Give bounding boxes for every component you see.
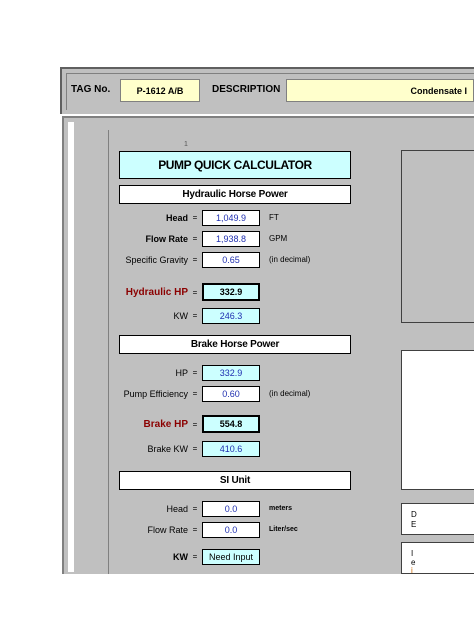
calculator-title: [119, 151, 351, 179]
right-white-panel-3: [401, 542, 474, 574]
sg-eq: =: [192, 255, 198, 264]
si-flow-input[interactable]: 0.0: [202, 522, 260, 538]
si-head-input[interactable]: 0.0: [202, 501, 260, 517]
fragment-e: E: [411, 520, 417, 529]
si-head-label: Head: [166, 504, 188, 514]
bhp-eq: =: [192, 420, 198, 429]
fragment-e2: e: [411, 558, 416, 567]
right-gray-panel: [401, 150, 474, 323]
pump-efficiency-unit: (in decimal): [269, 389, 311, 398]
hydraulic-hp-label: Hydraulic HP: [125, 287, 188, 298]
si-flow-label: Flow Rate: [147, 525, 188, 535]
si-kw-output: Need Input: [202, 549, 260, 565]
tag-label: TAG No.: [71, 84, 111, 95]
specific-gravity-unit: (in decimal): [269, 255, 311, 264]
hkw-eq: =: [192, 311, 198, 320]
si-kw-eq: =: [192, 552, 198, 561]
si-flow-unit: Liter/sec: [269, 526, 298, 533]
si-head-unit: meters: [269, 505, 292, 512]
tag-value-cell[interactable]: P-1612 A/B: [120, 79, 200, 102]
flow-rate-unit: GPM: [269, 234, 288, 243]
brake-hp-output: 554.8: [202, 415, 260, 433]
brake-hp-in-label: HP: [175, 368, 188, 378]
brake-hp-in-output: 332.9: [202, 365, 260, 381]
head-unit: FT: [269, 213, 279, 222]
section-hydraulic: Hydraulic Horse Power: [119, 185, 351, 204]
fragment-i: I: [411, 549, 414, 558]
specific-gravity-input[interactable]: 0.65: [202, 252, 260, 268]
description-value-cell[interactable]: Condensate I: [286, 79, 474, 102]
si-kw-label: KW: [173, 552, 188, 562]
fragment-i2: i: [411, 566, 413, 575]
flow-rate-label: Flow Rate: [145, 234, 188, 244]
section-si: SI Unit: [119, 471, 351, 490]
flow-rate-input[interactable]: 1,938.8: [202, 231, 260, 247]
hhp-eq: =: [192, 288, 198, 297]
specific-gravity-label: Specific Gravity: [125, 255, 188, 265]
section-brake: Brake Horse Power: [119, 335, 351, 354]
brake-kw-label: Brake KW: [147, 444, 188, 454]
fragment-d: D: [411, 510, 417, 519]
bkw-eq: =: [192, 444, 198, 453]
tiny-marker: 1: [184, 141, 188, 148]
bhp-in-eq: =: [192, 368, 198, 377]
brake-kw-output: 410.6: [202, 441, 260, 457]
calculator-title-text: PUMP QUICK CALCULATOR: [158, 158, 312, 172]
eff-eq: =: [192, 389, 198, 398]
head-eq: =: [192, 213, 198, 222]
head-label: Head: [165, 213, 188, 223]
hydraulic-hp-output: 332.9: [202, 283, 260, 301]
right-white-panel-1: [401, 350, 474, 490]
hydraulic-kw-output: 246.3: [202, 308, 260, 324]
head-input[interactable]: 1,049.9: [202, 210, 260, 226]
brake-hp-label: Brake HP: [143, 419, 188, 430]
si-flow-eq: =: [192, 525, 198, 534]
right-white-panel-2: [401, 503, 474, 535]
description-label: DESCRIPTION: [212, 84, 281, 95]
pump-efficiency-label: Pump Efficiency: [123, 389, 188, 399]
pump-efficiency-input[interactable]: 0.60: [202, 386, 260, 402]
left-white-strip: [68, 122, 74, 572]
si-head-eq: =: [192, 504, 198, 513]
flow-eq: =: [192, 234, 198, 243]
hydraulic-kw-label: KW: [173, 311, 188, 321]
